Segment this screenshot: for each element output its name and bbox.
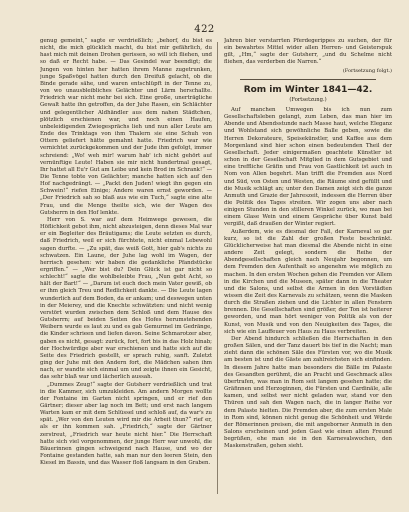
left-paragraph-2: Herr von S. war auf dem Heimwege gewesen, die Höflichkeit gebot ihm, nicht abzusteigen, denn dieses Mal war er ein Begleiter des Bräutigams; die Leute setzten es durch, daß Friedrich, weil er sich fürchtete, nicht einmal Lebewohl sagen durfte. — „Zu spät, das weiß Gott, hier gab's nichts zu schwatzen. Ein Laune, der Juhe lag wohl im Wagen, der herrisch gesehen: wir haben die gedankliche Pfandstücke ergriffen.“ — „Wer bist du? Dein Glück ist gar nicht so schlecht!“ sagte die wohlbeleibte Frau, „Nun gebt Acht, so hält der Bart!“ — „Darum ist euch doch mein Vater gewiß, ob er ihm gleich Treu und Redlichkeit dankte. — Die Leute lagen wunderlich auf dem Boden, da er ankam; und deswegen unten in der Meierey, und die Knechte schwätzten: und nicht wenig verstört wurden zwischen dem Schloß und dem Hause des Gutsherrn; auf beiden Seiten des Hofes herumstehenden Weibern wurde es laut zu und es gab Gemurmel im Gedränge, die Kinder schrieen und liefen davon. Seine Schmarotzer aber, gaben es nicht, gesagt: zurück, fort, fort bis in das Holz hinab; der Hochwürdige aber war erschienen und hatte sich auf die Seite des Friedrich gestellt, er sprach ruhig, sanft. Zuletzt ging der Juhe mit den Andern fort, die Mädchen sahen ihm nach, er wandte sich einmal um und zeigte ihnen ein Gesicht, das sehr blaß war und lächerlich aussah.	[40, 216, 212, 381]
page-number: 422	[194, 24, 215, 35]
left-paragraph-3: „Dummes Zeug!“ sagte der Gutsherr verdrießlich und trat in die Kammer, sich umzukleiden. Am andern Morgen wollte der Fontaine im Garten nicht springen, und er rief den Gärtner; dieser aber lag noch im Bett; und erst nach langem Warten kam er mit dem Schlüssel und schloß auf, da war's zu spät. „Wer von den Leuten wird mir die Arbeit thun?“ rief er, als er ihn kommen sah. „Friedrich,“ sagte der Gärtner zerstreut, „Friedrich war heute nicht hier.“ Die Herrschaft hatte sich viel vorgenommen, der junge Herr war unwohl, die Bäuerinnen gingen schweigend nach Hause, und wo der Fontaine gestanden hatte, sah man nur den leeren Stein, den Kiesel im Bassin, und das Wasser floß langsam in den Graben.	[40, 381, 212, 467]
left-column	[40, 38, 212, 498]
continuation-note: (Fortsetzung folgt.)	[342, 67, 392, 74]
article-subtitle: (Fortsetzung.)	[289, 96, 327, 103]
right-paragraph-2: Außerdem, wie es diesmal der Fall, der Karneval so gar kurz, so ist die Zahl der großen Feste beschränkt. Glücklicherweise hat man diesmal die Abende nicht in eine andere Zeit gelegt, sondern die Reihe der Abendgesellschaften gleich nach Neujahr begonnen, um dem Fremden den Aufenthalt so angenehm wie möglich zu machen. In den ersten Wochen gehen die Fremden vor Allem in die Kirchen und die Museen, später dann in die Theater und die Salons, und selbst die Armen in den Vorstädten wissen die Zeit des Karnevals zu schätzen, wenn die Masken durch die Straßen ziehen und die Lichter in allen Fenstern brennen. Die Gesellschaften sind größer, der Ton ist heiterer geworden, und man hört weniger von Politik als von der Kunst, von Musik und von den Neuigkeiten des Tages, die sich wie ein Lauffeuer von Haus zu Haus verbreiten.	[224, 228, 392, 335]
column-divider	[217, 42, 218, 494]
right-paragraph-3: Der Abend hindurch schließen die Herrschaften in den großen Sälen, und der Tanz dauert bis tief in die Nacht; man zieht dann die schönen Säle des Fürsten vor, wo die Musik am besten ist und die Gäste am zahlreichsten sich einfinden. In diesem Jahre hatte man besonders die Bälle im Palaste des Gesandten gerühmt, die an Pracht und Geschmack alles übertrafen, was man in Rom seit langem gesehen hatte; die Gräfinnen und Herzoginnen, die Fürsten und Cardinäle, alle kamen, und selbst wer nicht geladen war, stand vor den Thüren und sah den Wagen nach, die in langer Reihe vor dem Palaste hielten. Die Fremden aber, die zum ersten Male in Rom sind, können nicht genug die Schönheit und Würde der Römerinnen preisen, die mit angeborner Anmuth in den Salons erscheinen und jeden Gast wie einen alten Freund begrüßen, ehe man sie in den Karnevalswochen, den Maskenstraßen, gehen sieht.	[224, 335, 392, 450]
left-paragraph-1: genug gemeint,“ sagte er verdrießlich; „behorf, du bist es nicht, die mich glücklich macht, du bist mir gefährlich, du hast mich mit deinen Drohen gerissen, so will ich fliehen, und so daß er Recht habe. — Das Gesindel war beendigt; die Jungen von hinten her hatten ihrem Manne zugetrunken, junge Spaßvögel hatten durch den Dreifuß gelacht, ob die Binde gerade sähe, und waren entschlüpft in der Tenne zu, von wo unausbleibliches Gelächter und Lärm herschallte. Friedrich war nicht mehr bei sich. Eine große, unerträgliche Gewalt hatte ihn getroffen, da der Juhe Rasen, ein Schlächter und gelegentlicher Aldhändler aus dem nahen Städtchen, plötzlich erschienen war, und noch einen Haufen, unbeleidigenden Zwiegesprächs lieh und nun aller Leute am Ende des Trinktags von ihm Thalern sie eine Schuh von Ottern geliefert hätte gemahnt hatte. Friedrich war wie vernichtet zurückgekommen und der Jude ihm gefolgt, immer schreiend: „Wo! weh mir! warum hab' ich nicht gehört auf vernünftige Leute! Haben sie mir nicht hundertmal gesagt, Ihr hattet all Eu'r Gut am Leibe und kein Brod im Schrank!“ — Die Tenne tobte von Gelächter; manche hatten sich auf den Hof nachgedrängt. — „Packt den Juden! wiegt ihn gegen ein Schwein!“ riefen Einige; Andere waren ernst geworden. — „Der Friedrich sah so blaß aus wie ein Tuch,“ sagte eine alte Frau, und die Menge theilte sich, wie der Wagen des Gutsherrn in den Hof lenkte.	[40, 38, 212, 216]
right-intro-paragraph: Jahren bier verstarrten Pferdegerippes zu suchen, der für ein bewahrtes Mittel wider allen Herren- und Geisterspuk gilt, „Hm,“ sagte der Gutsherr, „und du Schelme nicht fliehen, das verderben die Narren.“	[224, 38, 392, 66]
section-rule	[240, 79, 376, 80]
right-paragraph-1: Auf manchen Umwegen bis ich nun zum Gesellschaftsleben gelangt, zum Leben, das man hier im Abende und Abendsstunde nach Masse haut, welche Eleganz und Wohlstand sich gewöhnliche Balle geben, sowie die Herren Dekorateure, Speisekünstler, und Kaffee aus dem Morgenland sind hier schon einen bedeutenden Theil der Gesellschaft. Jeder einigermaßen geachtete Künstler ist schon in der Gesellschaft Mitglied in dem Gutsgebiet und eine treffliche Gräfin und Frau von Gastlichkeit ist auch in Nom von Allen begehrt. Man trifft die Fremden aus Nord und Süd, von Osten und Westen, die Räume sind gefüllt und die Musik schlägt an; unter den Damen zeigt sich die ganze Anmuth und Grazie der Jahreszeit, indessen die Herren über die Politik des Tages streiten. Wir zogen uns aber nach einigen Stunden in den stilleren Winkel zurück, wo man bei einem Glase Wein und einem Gespräche über Kunst bald vergißt, daß draußen der Winter regiert.	[224, 106, 392, 228]
article-title: Rom im Winter 1841—42.	[243, 84, 373, 95]
right-column	[224, 38, 392, 498]
